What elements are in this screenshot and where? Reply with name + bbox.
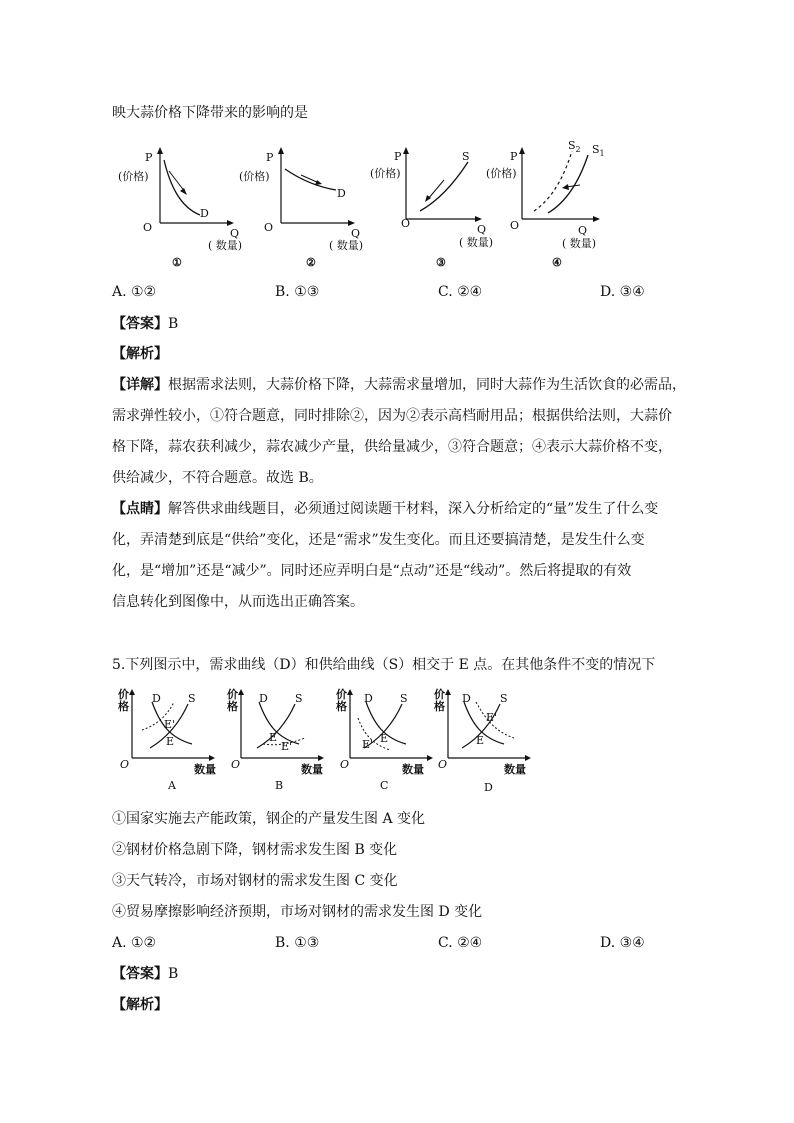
e-prime-label: E' [281, 740, 293, 753]
y-axis-label: P [510, 150, 518, 163]
y-label-bottom: 格 [227, 700, 238, 713]
q4-tip-line-4: 信息转化到图像中，从而选出正确答案。 [112, 594, 364, 610]
y-label-bottom: 格 [434, 700, 445, 713]
q5-graph-b [221, 688, 333, 798]
y-label-bottom: 格 [336, 700, 347, 713]
q5-graph-d [428, 688, 540, 798]
d-label: D [364, 692, 373, 705]
q4-option-a: A. ①② [112, 284, 157, 300]
e-label: E [476, 734, 485, 747]
e-prime-label: E' [486, 711, 498, 724]
y-axis-label: P [394, 150, 402, 163]
q4-option-b: B. ①③ [275, 284, 320, 300]
q5-answer: 【答案】B [112, 966, 179, 982]
origin-label: O [340, 758, 350, 771]
q4-option-c: C. ②④ [438, 284, 483, 300]
origin-label: O [438, 758, 448, 771]
curve-s-label: S [462, 150, 470, 163]
e-label: E [166, 735, 175, 748]
graph-number: ④ [552, 256, 562, 269]
x-axis-name: ( 数量) [459, 236, 494, 249]
d-label: D [152, 692, 161, 705]
y-label-top: 价 [434, 688, 445, 701]
y-axis-name: (价格) [118, 170, 149, 183]
q5-graph-a [112, 688, 224, 798]
y-label-top: 价 [336, 688, 347, 701]
x-axis-label: Q [578, 224, 588, 237]
d-label: D [462, 692, 471, 705]
q4-answer: 【答案】B [112, 316, 179, 332]
origin-label: O [120, 758, 130, 771]
s-label: S [188, 692, 196, 705]
q4-tip-line-1: 【点睛】解答供求曲线题目，必须通过阅读题干材料，深入分析给定的“量”发生了什么变 [112, 501, 659, 517]
q5-option-d: D. ③④ [600, 935, 645, 951]
q4-detail-line-1: 【详解】根据需求法则，大蒜价格下降，大蒜需求量增加，同时大蒜作为生活饮食的必需品， [112, 377, 686, 393]
origin-label: O [401, 217, 411, 230]
x-axis-name: ( 数量) [208, 239, 243, 252]
graph-letter: C [380, 779, 389, 792]
y-axis-name: (价格) [239, 170, 270, 183]
d-label: D [259, 692, 268, 705]
e-label: E [380, 732, 389, 745]
q4-detail-line-2: 需求弹性较小，①符合题意，同时排除②，因为②表示高档耐用品；根据供给法则，大蒜价 [112, 408, 672, 424]
curve-d-label: D [200, 207, 209, 220]
curve-s1-label: $S_1$ [592, 143, 605, 158]
q4-detail-line-4: 供给减少，不符合题意。故选 B。 [112, 470, 323, 486]
q4-tip-line-2: 化，弄清楚到底是“供给”变化，还是“需求”发生变化。而且还要搞清楚，是发生什么变 [112, 532, 645, 548]
s-label: S [500, 692, 508, 705]
x-axis-label: 数量 [504, 763, 526, 776]
x-axis-label: Q [477, 223, 487, 236]
e-label: E [269, 731, 278, 744]
graph-number: ② [306, 256, 316, 269]
x-axis-label: Q [230, 227, 240, 240]
x-axis-label: 数量 [194, 763, 216, 776]
y-axis-name: (价格) [486, 167, 517, 180]
curve-d-label: D [337, 187, 346, 200]
graph-letter: B [275, 779, 284, 792]
y-label-top: 价 [118, 688, 129, 701]
q4-option-d: D. ③④ [600, 284, 645, 300]
q4-detail-line-3: 格下降，蒜农获利减少，蒜农减少产量，供给量减少，③符合题意；④表示大蒜价格不变， [112, 439, 672, 455]
x-axis-name: ( 数量) [562, 237, 597, 250]
q4-analysis-tag: 【解析】 [112, 346, 168, 362]
y-axis-name: (价格) [370, 167, 401, 180]
e-prime-label: E' [362, 738, 374, 751]
y-label-top: 价 [227, 688, 238, 701]
q5-statement-3: ③天气转冷，市场对钢材的需求发生图 C 变化 [112, 873, 398, 889]
origin-label: O [143, 221, 153, 234]
origin-label: O [231, 758, 241, 771]
s-label: S [400, 692, 408, 705]
q4-graph-4 [474, 137, 624, 270]
y-label-bottom: 格 [118, 700, 129, 713]
q5-graph-c [330, 688, 442, 798]
e-prime-label: E' [164, 718, 176, 731]
q5-stem: 5.下列图示中，需求曲线（D）和供给曲线（S）相交于 E 点。在其他条件不变的情况下 [112, 657, 656, 673]
graph-letter: D [484, 781, 493, 794]
q4-intro: 映大蒜价格下降带来的影响的是 [112, 105, 308, 121]
q4-tip-line-3: 化，是“增加”还是“减少”。同时还应弄明白是“点动”还是“线动”。然后将提取的有效 [112, 563, 632, 579]
origin-label: O [264, 221, 274, 234]
origin-label: O [510, 219, 520, 232]
y-axis-label: P [145, 151, 153, 164]
y-axis-label: P [266, 151, 274, 164]
x-axis-label: 数量 [402, 763, 424, 776]
q4-graph-2 [233, 145, 373, 270]
curve-s2-label: $S_2$ [568, 139, 581, 154]
q5-statement-1: ①国家实施去产能政策，钢企的产量发生图 A 变化 [112, 811, 426, 827]
q5-statement-2: ②钢材价格急剧下降，钢材需求发生图 B 变化 [112, 842, 398, 858]
graph-number: ③ [436, 256, 446, 269]
x-axis-name: ( 数量) [329, 239, 364, 252]
q5-statement-4: ④贸易摩擦影响经济预期，市场对钢材的需求发生图 D 变化 [112, 904, 483, 920]
q5-analysis-tag: 【解析】 [112, 997, 168, 1013]
q5-option-c: C. ②④ [438, 935, 483, 951]
s-label: S [295, 692, 303, 705]
graph-number: ① [172, 256, 182, 269]
q4-graph-1 [112, 145, 252, 270]
x-axis-label: Q [351, 227, 361, 240]
q5-option-a: A. ①② [112, 935, 157, 951]
graph-letter: A [168, 779, 176, 792]
x-axis-label: 数量 [301, 763, 323, 776]
q5-option-b: B. ①③ [275, 935, 320, 951]
